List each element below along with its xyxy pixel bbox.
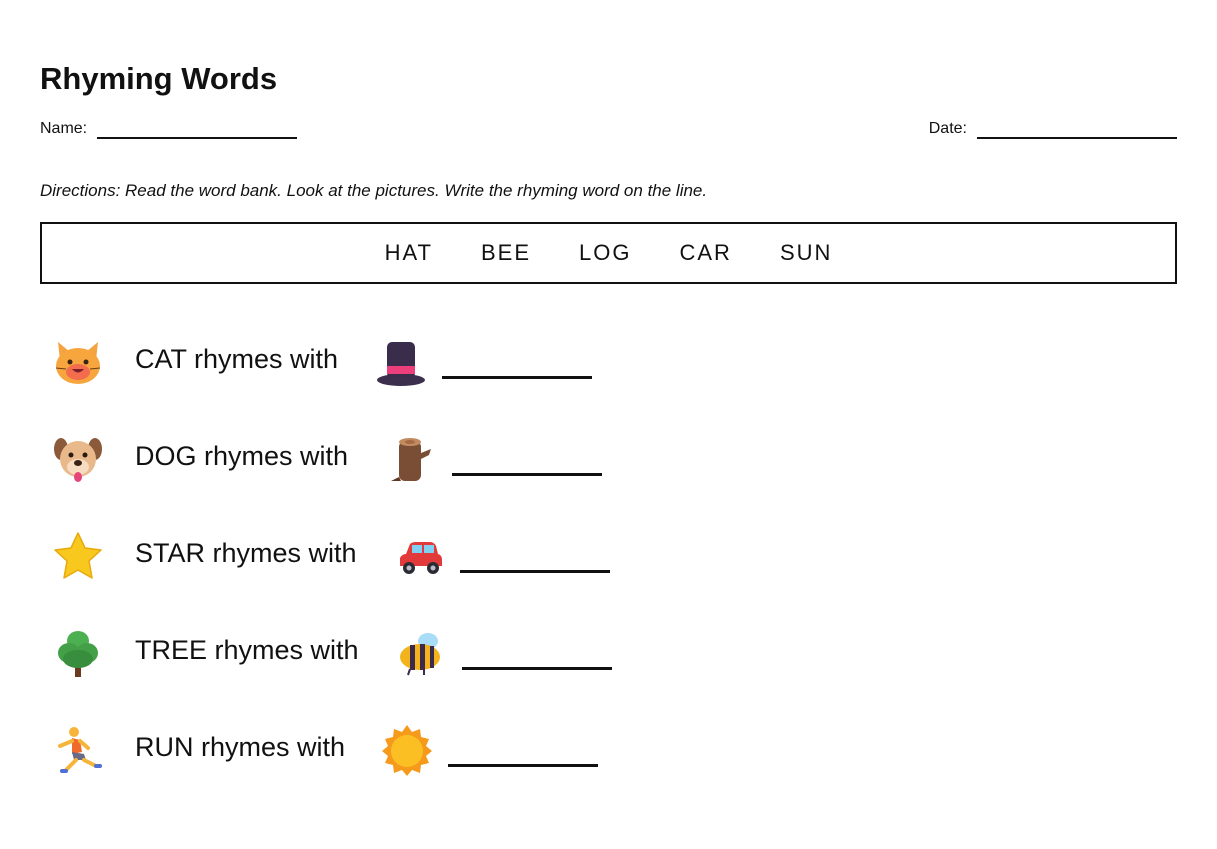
date-label: Date: (928, 120, 967, 137)
word-bank-item: BEE (480, 240, 532, 265)
bee-icon (396, 627, 448, 679)
car-icon (394, 530, 446, 582)
answer-line[interactable] (452, 473, 602, 476)
star-icon (52, 530, 104, 582)
word-bank (40, 222, 1177, 284)
dog-face-icon (52, 433, 104, 485)
rhyme-prompt: DOG rhymes with (135, 441, 349, 471)
sun-icon (381, 724, 433, 776)
date-input-line[interactable] (977, 123, 1177, 139)
answer-line[interactable] (448, 764, 598, 767)
word-bank-item: CAR (679, 240, 732, 265)
answer-line[interactable] (462, 667, 612, 670)
runner-icon (52, 724, 104, 776)
name-input-line[interactable] (97, 123, 297, 139)
tree-icon (52, 627, 104, 679)
rhyme-prompt: RUN rhymes with (135, 732, 346, 762)
answer-line[interactable] (442, 376, 592, 379)
log-icon (385, 433, 437, 485)
rhyme-row-star (40, 522, 740, 586)
rhyme-row-tree (40, 619, 740, 683)
word-bank-item: SUN (779, 240, 833, 265)
rhyme-prompt: TREE rhymes with (135, 635, 359, 665)
cat-face-icon (52, 336, 104, 388)
rhyme-row-cat (40, 328, 740, 392)
rhyme-prompt: STAR rhymes with (135, 538, 357, 568)
rhyme-row-dog (40, 425, 740, 489)
answer-line[interactable] (460, 570, 610, 573)
word-bank-item: HAT (384, 240, 433, 265)
date-field (929, 119, 1177, 139)
top-hat-icon (375, 336, 427, 388)
name-field (40, 119, 297, 139)
word-bank-item: LOG (579, 240, 632, 265)
page-title: Rhyming Words (40, 61, 278, 96)
directions-text: Directions: Read the word bank. Look at the pictures. Write the rhyming word on the line. (40, 181, 708, 200)
rhyme-row-run (40, 716, 740, 780)
rhyme-prompt: CAT rhymes with (135, 344, 339, 374)
name-label: Name: (40, 120, 88, 137)
